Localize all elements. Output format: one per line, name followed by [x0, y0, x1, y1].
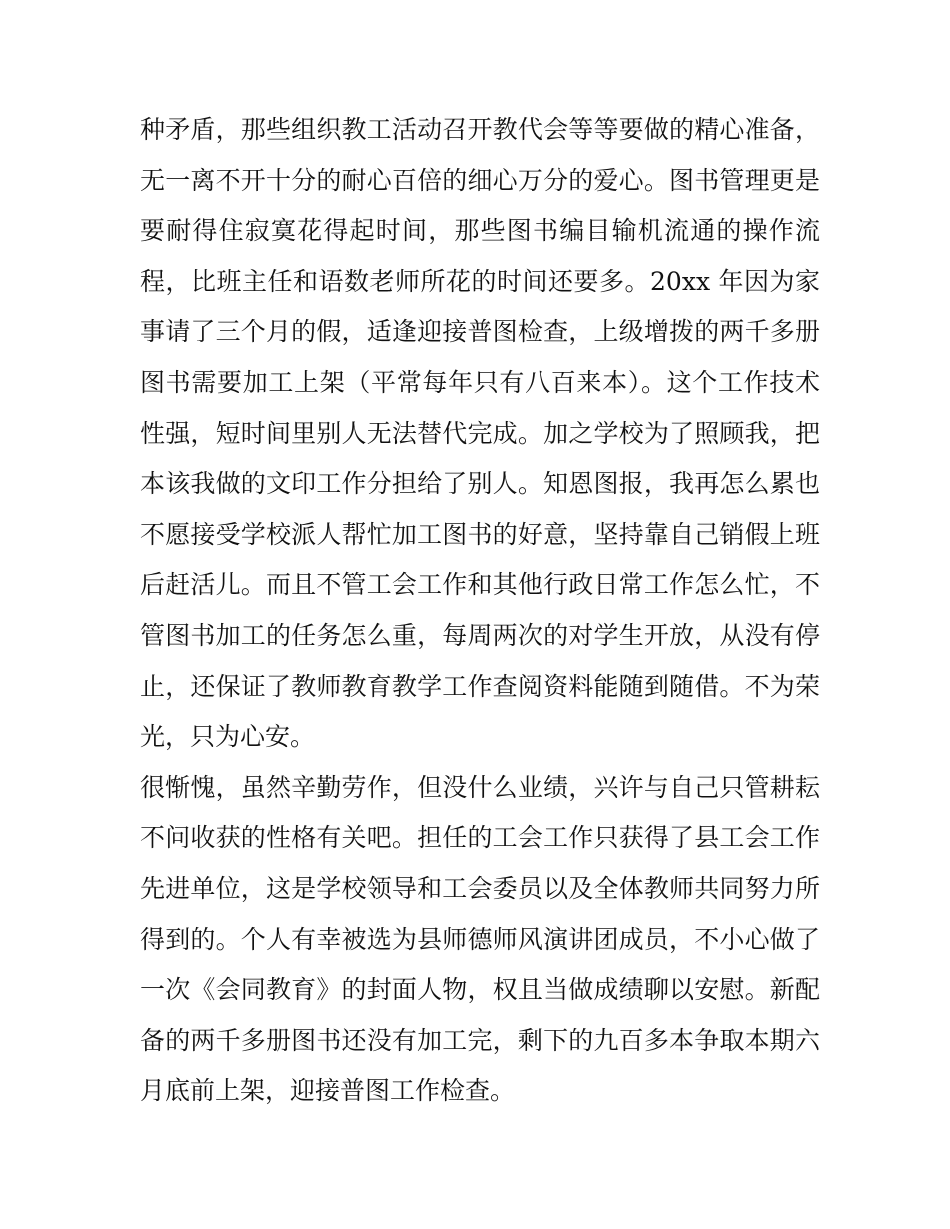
- text-line: 后赶活儿。而且不管工会工作和其他行政日常工作怎么忙，不: [140, 570, 820, 600]
- text-line: 一次《会同教育》的封面人物，权且当做成绩聊以安慰。新配: [140, 975, 820, 1005]
- text-line: 本该我做的文印工作分担给了别人。知恩图报，我再怎么累也: [140, 469, 820, 499]
- text-line: 性强，短时间里别人无法替代完成。加之学校为了照顾我，把: [140, 418, 820, 448]
- text-line: 月底前上架，迎接普图工作检查。: [140, 1076, 516, 1106]
- text-line: 不愿接受学校派人帮忙加工图书的好意，坚持靠自己销假上班: [140, 519, 820, 549]
- text-line: 要耐得住寂寞花得起时间，那些图书编目输机流通的操作流: [140, 216, 820, 246]
- text-line: 得到的。个人有幸被选为县师德师风演讲团成员，不小心做了: [140, 924, 820, 954]
- paragraph-1: [140, 105, 820, 763]
- text-line: 图书需要加工上架（平常每年只有八百来本）。这个工作技术: [140, 367, 820, 397]
- paragraph-2: [140, 763, 820, 1117]
- body-text: [140, 105, 820, 1117]
- text-line: 程，比班主任和语数老师所花的时间还要多。20xx 年因为家: [140, 266, 820, 296]
- text-line: 很惭愧，虽然辛勤劳作，但没什么业绩，兴许与自己只管耕耘: [140, 772, 820, 802]
- text-line: 无一离不开十分的耐心百倍的细心万分的爱心。图书管理更是: [140, 165, 820, 195]
- text-line: 光，只为心安。: [140, 722, 316, 752]
- text-line: 不问收获的性格有关吧。担任的工会工作只获得了县工会工作: [140, 823, 820, 853]
- text-line: 事请了三个月的假，适逢迎接普图检查，上级增拨的两千多册: [140, 317, 820, 347]
- text-line: 管图书加工的任务怎么重，每周两次的对学生开放，从没有停: [140, 620, 820, 650]
- text-line: 先进单位，这是学校领导和工会委员以及全体教师共同努力所: [140, 873, 820, 903]
- text-line: 种矛盾，那些组织教工活动召开教代会等等要做的精心准备，: [140, 115, 820, 144]
- text-line: 备的两千多册图书还没有加工完，剩下的九百多本争取本期六: [140, 1025, 820, 1055]
- text-line: 止，还保证了教师教育教学工作查阅资料能随到随借。不为荣: [140, 671, 820, 701]
